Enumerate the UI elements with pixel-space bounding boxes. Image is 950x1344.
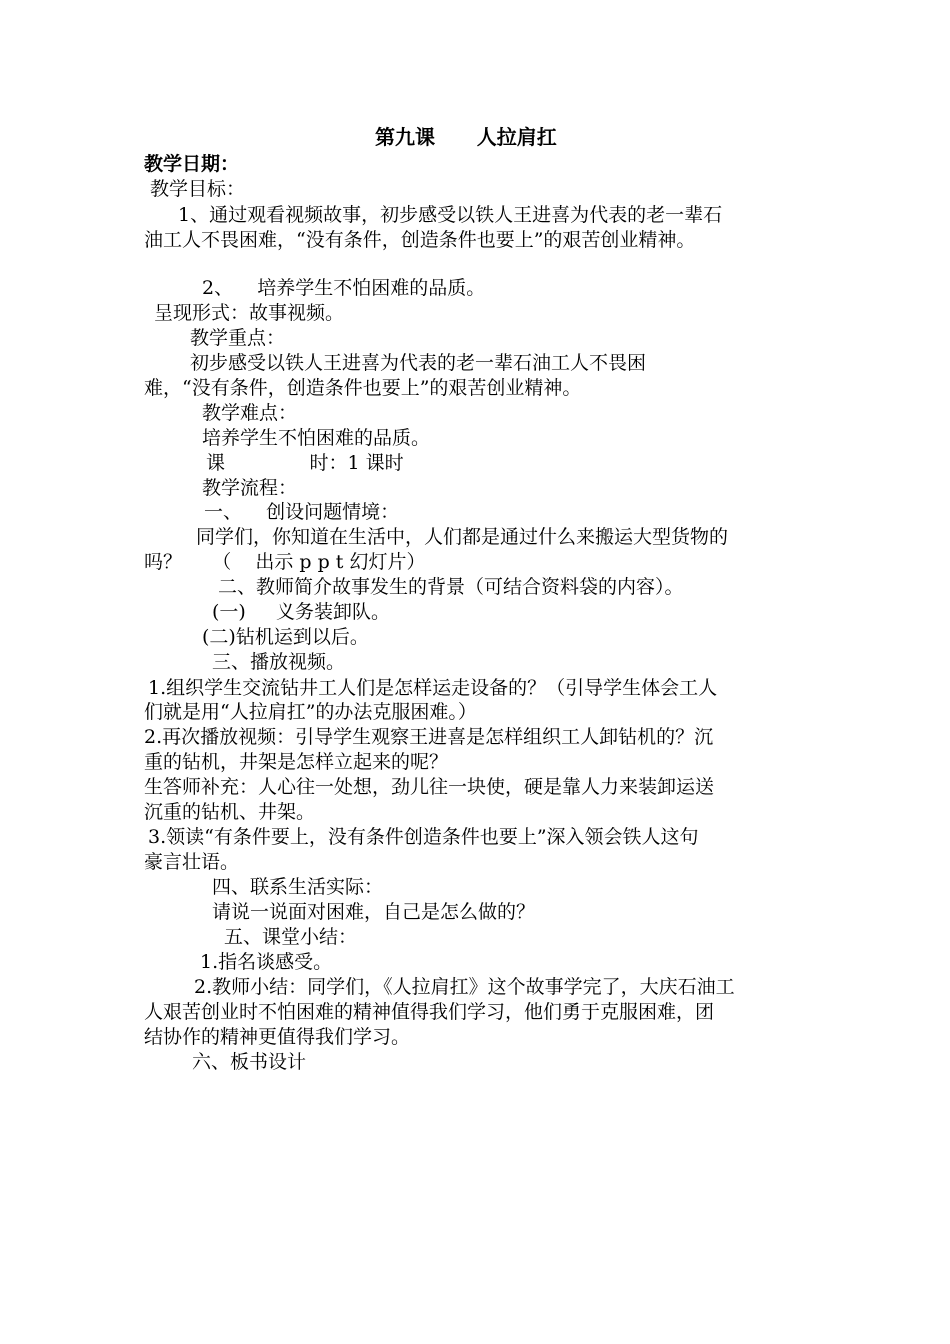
presentation-form: 呈现形式：故事视频。 (148, 302, 345, 324)
section-3-item-2-line-1: 2.再次播放视频：引导学生观察王进喜是怎样组织工人卸钻机的？沉 (144, 726, 714, 748)
key-points-line-1: 初步感受以铁人王进喜为代表的老一辈石油工人不畏困 (190, 352, 647, 374)
section-3-item-2-line-2: 重的钻机，井架是怎样立起来的呢？ (144, 751, 449, 773)
section-2-item-1: (一) 义务装卸队。 (212, 601, 391, 623)
section-1-line-2: 吗？ （ 出示 p p t 幻灯片） (144, 551, 426, 573)
section-5-item-2-line-1: 2.教师小结：同学们，《人拉肩扛》这个故事学完了，大庆石油工 (194, 976, 735, 998)
teaching-date-label: 教学日期： (144, 153, 240, 175)
section-1-heading: 一、 创设问题情境： (204, 501, 400, 523)
key-points-line-2: 难，“没有条件，创造条件也要上”的艰苦创业精神。 (144, 377, 582, 399)
section-2-heading: 二、教师简介故事发生的背景（可结合资料袋的内容）。 (218, 576, 684, 598)
key-points-label: 教学重点： (190, 327, 286, 349)
section-5-heading: 五、课堂小结： (224, 926, 358, 948)
section-6-heading: 六、板书设计 (192, 1051, 307, 1073)
page-title: 第九课 人拉肩扛 (375, 125, 557, 149)
section-1-line-1: 同学们，你知道在生活中，人们都是通过什么来搬运大型货物的 (196, 526, 729, 548)
section-3-item-3-line-2: 豪言壮语。 (144, 851, 240, 873)
section-4-heading: 四、联系生活实际： (212, 876, 384, 898)
section-3-heading: 三、播放视频。 (212, 651, 346, 673)
section-3-item-1-line-1: 1.组织学生交流钻井工人们是怎样运走设备的？（引导学生体会工人 (148, 677, 718, 699)
section-3-answer-line-1: 生答师补充：人心往一处想，劲儿往一块使，硬是靠人力来装卸运送 (144, 776, 715, 798)
section-5-item-2-line-2: 人艰苦创业时不怕困难的精神值得我们学习，他们勇于克服困难，团 (144, 1001, 715, 1023)
section-3-item-1-line-2: 们就是用“人拉肩扛”的办法克服困难。） (144, 701, 477, 723)
teaching-goals-label: 教学目标： (144, 178, 246, 200)
goal-1-line-2: 油工人不畏困难，“没有条件，创造条件也要上”的艰苦创业精神。 (144, 229, 696, 251)
goal-2: 2、 培养学生不怕困难的品质。 (202, 277, 486, 299)
class-hours: 课 时：1 课时 (206, 452, 404, 474)
section-3-item-3-line-1: 3.领读“有条件要上，没有条件创造条件也要上”深入领会铁人这句 (148, 826, 699, 848)
section-3-answer-line-2: 沉重的钻机、井架。 (144, 801, 316, 823)
goal-1-line-1: 1、通过观看视频故事，初步感受以铁人王进喜为代表的老一辈石 (178, 204, 723, 226)
section-4-text: 请说一说面对困难，自己是怎么做的？ (212, 901, 536, 923)
difficulty-label: 教学难点： (202, 402, 298, 424)
difficulty-text: 培养学生不怕困难的品质。 (202, 427, 431, 449)
section-2-item-2: (二)钻机运到以后。 (202, 626, 369, 648)
section-5-item-1: 1.指名谈感受。 (200, 951, 333, 973)
section-5-item-2-line-3: 结协作的精神更值得我们学习。 (144, 1026, 411, 1048)
teaching-process-label: 教学流程： (202, 477, 298, 499)
